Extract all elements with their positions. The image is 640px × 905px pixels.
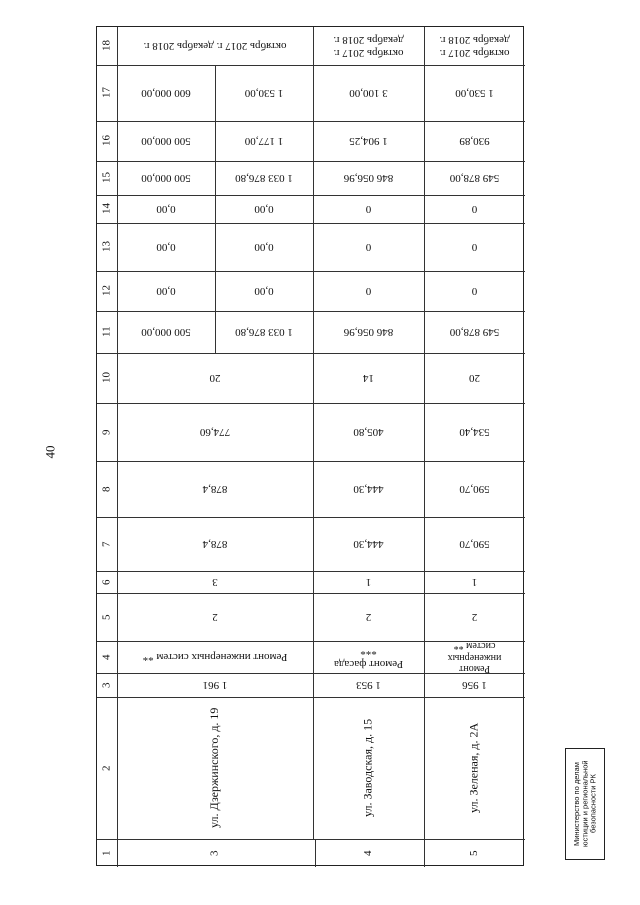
stamp-text: Министерство по делам юстиции и региональной безопасности РК (571, 760, 598, 848)
year-built: 1 956 (462, 679, 487, 692)
cost-regional: 0,00 (254, 241, 274, 254)
cost-regional: 0,00 (156, 241, 176, 254)
col-number: 7 (100, 541, 113, 547)
entrances: 3 (212, 576, 218, 589)
col-number: 8 (100, 486, 113, 492)
ministry-stamp (565, 748, 605, 860)
cost-total: 549 878,00 (449, 326, 500, 339)
col-number: 6 (100, 579, 113, 585)
page-number: 40 (42, 445, 58, 459)
col-number: 15 (100, 172, 113, 184)
cost-federal: 0 (471, 285, 478, 298)
area-premises: 878,4 (202, 483, 228, 496)
max-unit-cost: 3 100,00 (349, 87, 388, 100)
col-number: 2 (100, 765, 113, 771)
col-number: 18 (100, 40, 113, 52)
period: октябрь 2017 г. декабрь 2018 г. (333, 34, 404, 59)
max-unit-cost: 1 530,00 (244, 87, 284, 100)
entrances: 1 (365, 576, 372, 589)
col-number: 9 (100, 429, 113, 435)
living-area: 774,60 (199, 426, 231, 439)
cost-total: 846 056,96 (343, 326, 394, 339)
col-number: 17 (100, 87, 113, 99)
total-area: 878,4 (202, 538, 228, 551)
row-number: 5 (468, 850, 481, 856)
floors: 2 (212, 611, 218, 624)
cost-owners: 846 056,96 (343, 172, 394, 185)
total-area: 590,70 (459, 538, 490, 551)
cost-owners: 500 000,00 (141, 172, 191, 185)
residents: 20 (209, 372, 221, 385)
cost-local: 0,00 (156, 203, 176, 216)
area-premises: 590,70 (459, 483, 490, 496)
col-number: 3 (100, 682, 113, 688)
col-number: 10 (100, 372, 113, 384)
cost-federal: 0,00 (156, 285, 176, 298)
col-number: 13 (100, 241, 113, 253)
unit-cost: 1 177,00 (244, 135, 284, 148)
floors: 2 (365, 611, 372, 624)
floors: 2 (471, 611, 478, 624)
residents: 14 (363, 372, 374, 385)
area-premises: 444,30 (353, 483, 384, 496)
unit-cost: 1 904,25 (349, 135, 388, 148)
max-unit-cost: 600 000,00 (141, 87, 191, 100)
cost-regional: 0 (471, 241, 478, 254)
row-number: 3 (208, 850, 221, 856)
max-unit-cost: 1 530,00 (455, 87, 494, 100)
year-built: 1 953 (356, 679, 381, 692)
residents: 20 (469, 372, 480, 385)
col-number: 4 (100, 654, 113, 660)
cost-owners: 549 878,00 (449, 172, 500, 185)
address: ул. Зеленая, д. 2А (466, 722, 481, 814)
col-number: 1 (100, 850, 113, 856)
entrances: 1 (471, 576, 478, 589)
work-type: Ремонт фасада *** (333, 645, 404, 670)
address: ул. Заводская, д. 15 (360, 718, 375, 818)
living-area: 405,80 (353, 426, 384, 439)
col-number: 5 (100, 614, 113, 620)
cost-local: 0 (471, 203, 478, 216)
total-area: 444,30 (353, 538, 384, 551)
work-type: Ремонт инженерных систем ** (447, 640, 502, 675)
cost-local: 0,00 (254, 203, 274, 216)
data-table (96, 26, 524, 866)
col-number: 11 (100, 326, 113, 338)
cost-local: 0 (365, 203, 372, 216)
cost-owners: 1 033 876,80 (235, 172, 293, 185)
cost-regional: 0 (365, 241, 372, 254)
work-type: Ремонт инженерных систем ** (142, 651, 288, 664)
unit-cost: 930,89 (459, 135, 490, 148)
cost-federal: 0 (365, 285, 372, 298)
row-number: 4 (362, 850, 375, 856)
col-number: 12 (100, 285, 113, 297)
address: ул. Дзержинского, д. 19 (207, 707, 222, 829)
cost-total: 500 000,00 (141, 326, 191, 339)
period: октябрь 2017 г. декабрь 2018 г. (439, 34, 510, 59)
col-number: 14 (100, 203, 113, 215)
col-number: 16 (100, 135, 113, 147)
cost-federal: 0,00 (254, 285, 274, 298)
year-built: 1 961 (202, 679, 228, 692)
period: октябрь 2017 г. декабрь 2018 г. (143, 40, 287, 53)
cost-total: 1 033 876,80 (235, 326, 293, 339)
living-area: 534,40 (459, 426, 490, 439)
unit-cost: 500 000,00 (141, 135, 191, 148)
